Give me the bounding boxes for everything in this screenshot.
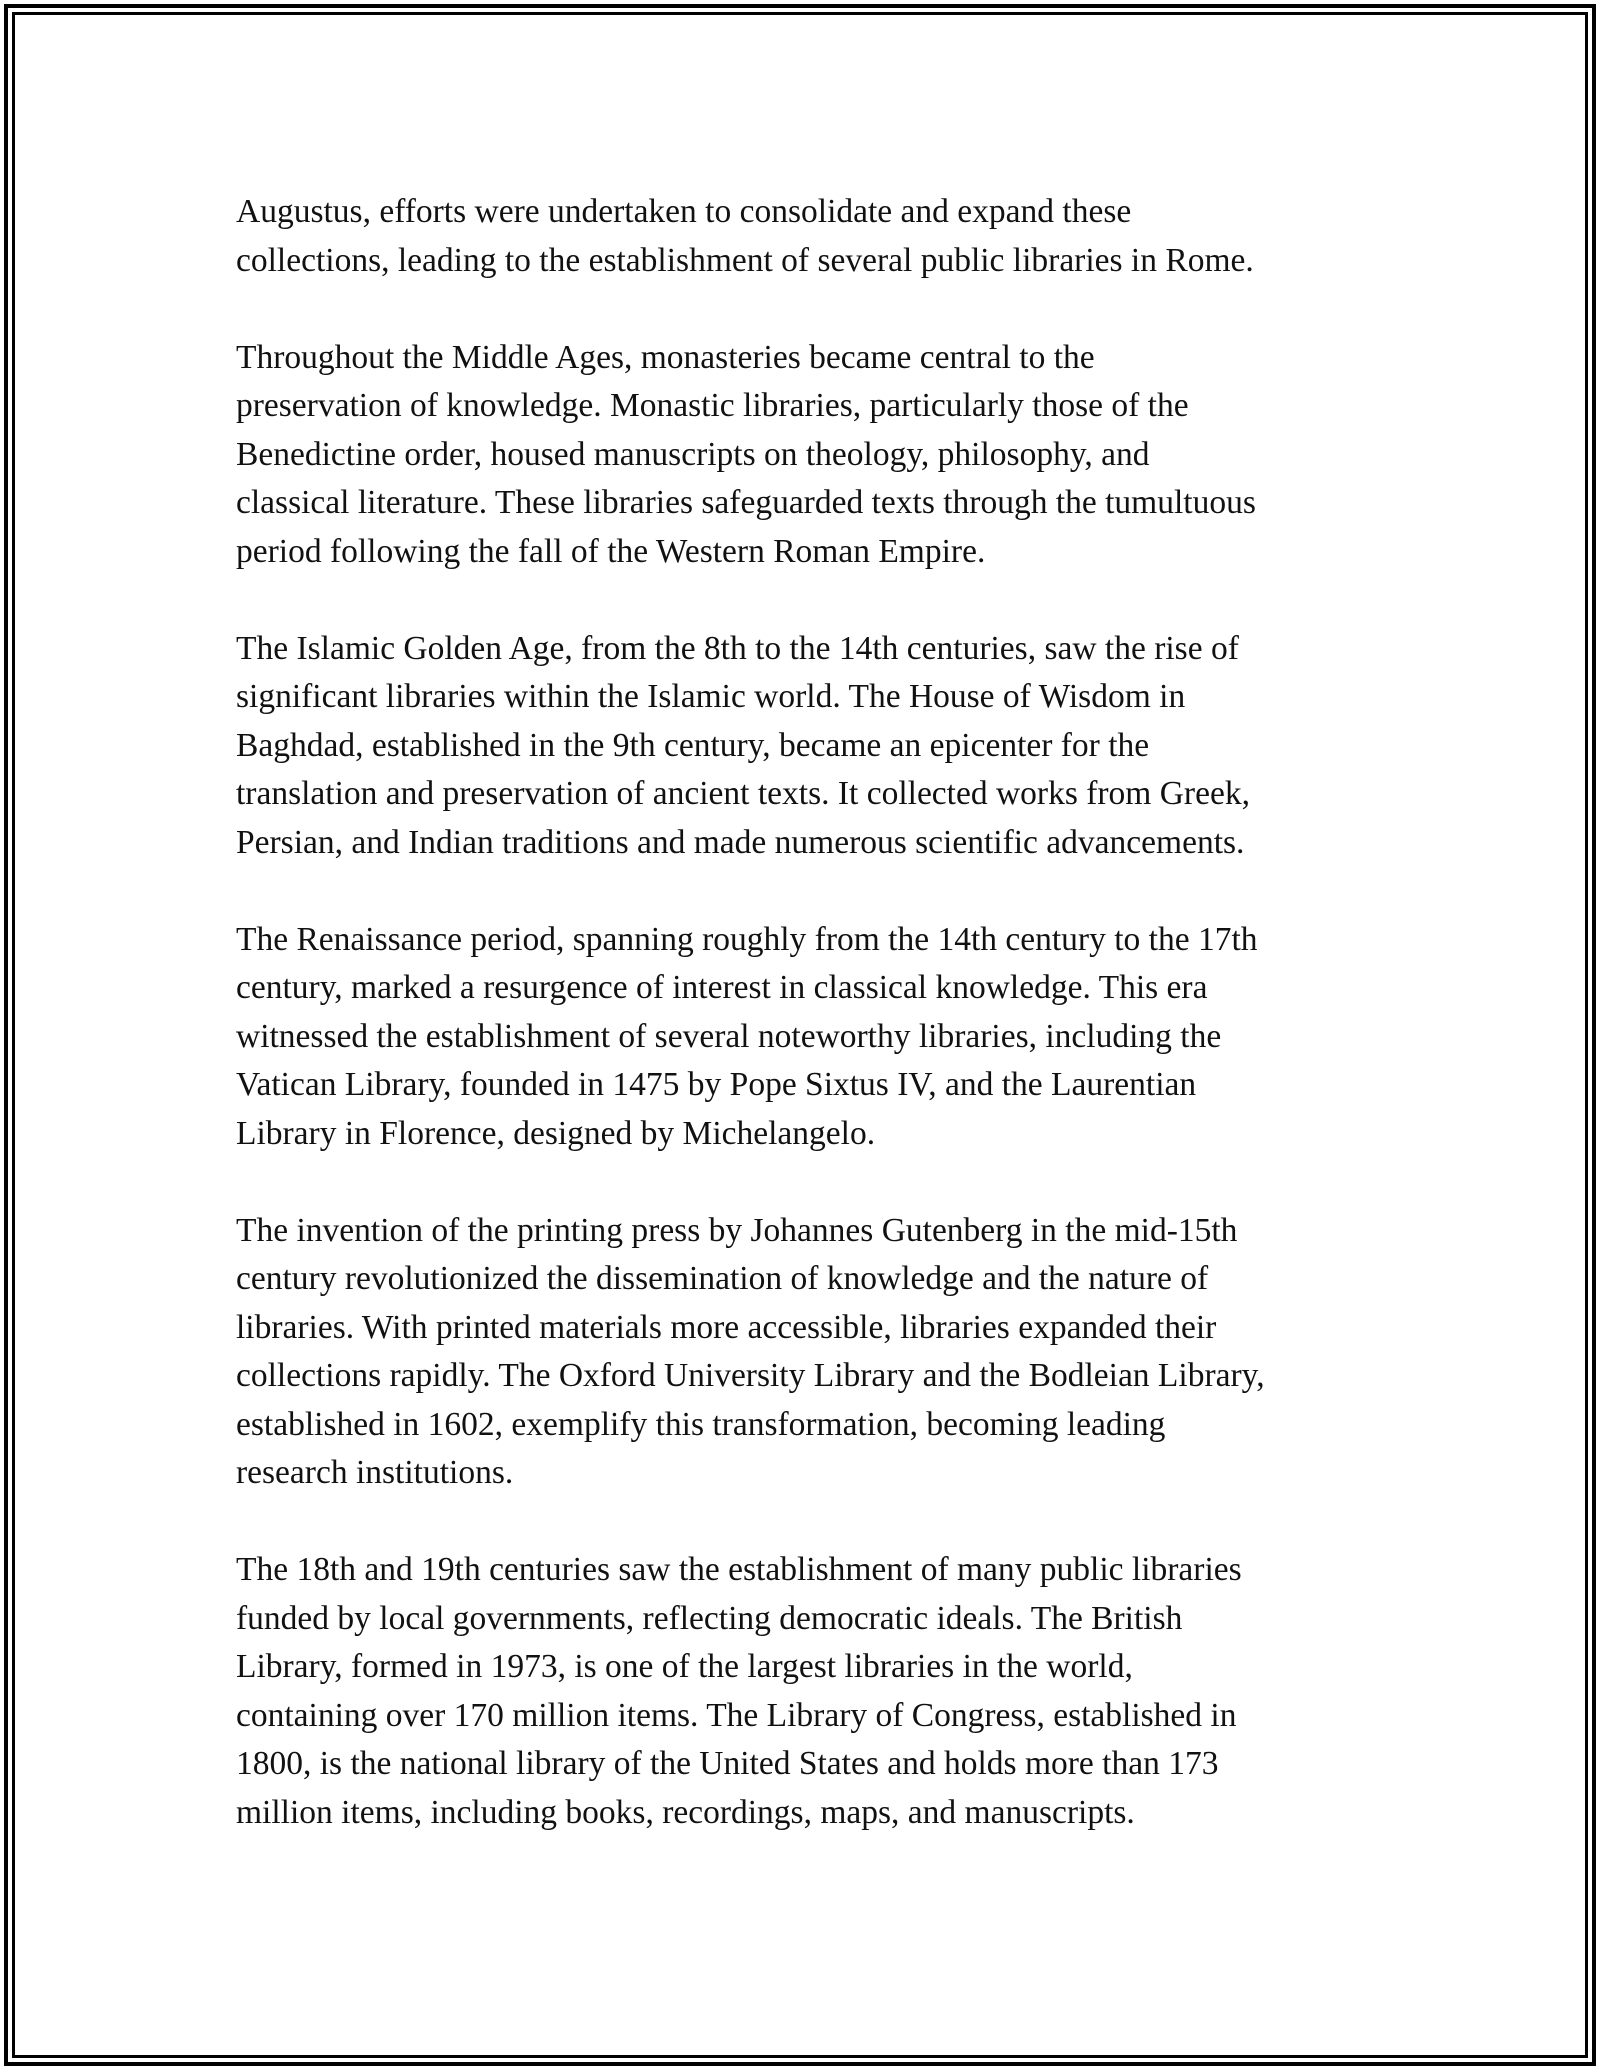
document-body [236,188,1386,1837]
paragraph-islamic-golden-age: The Islamic Golden Age, from the 8th to the 14th centuries, saw the rise of significant libraries within the Islamic world. The House of Wisdom in Baghdad, established in the 9th century, became an epicenter for the translation and preservation of ancient texts. It collected works from Greek, Persian, and Indian traditions and made numerous scientific advancements. [236,629,1250,861]
paragraph-public-libraries: The 18th and 19th centuries saw the establishment of many public libraries funded by local governments, reflecting democratic ideals. The British Library, formed in 1973, is one of the largest libraries in the world, containing over 170 million items. The Library of Congress, established in 1800, is the national library of the United States and holds more than 173 million items, including books, recordings, maps, and manuscripts. [236,1551,1242,1831]
paragraph-renaissance: The Renaissance period, spanning roughly from the 14th century to the 17th century, marked a resurgence of interest in classical knowledge. This era witnessed the establishment of several noteworthy libraries, including the Vatican Library, founded in 1475 by Pope Sixtus IV, and the Laurentian Library in Florence, designed by Michelangelo. [236,920,1258,1152]
paragraph-printing-press: The invention of the printing press by Johannes Gutenberg in the mid-15th century revolutionized the dissemination of knowledge and the nature of libraries. With printed materials more accessible, libraries expanded their collections rapidly. The Oxford University Library and the Bodleian Library, established in 1602, exemplify this transformation, becoming leading research institutions. [236,1211,1265,1491]
paragraph-rome-libraries: Augustus, efforts were undertaken to consolidate and expand these collections, leading to the establishment of several public libraries in Rome. [236,193,1254,279]
paragraph-middle-ages: Throughout the Middle Ages, monasteries became central to the preservation of knowledge. Monastic libraries, particularly those of the Benedictine order, housed manuscripts on theology, philosophy, and classical literature. These libraries safeguarded texts through the tumultuous period following the fall of the Western Roman Empire. [236,338,1256,570]
